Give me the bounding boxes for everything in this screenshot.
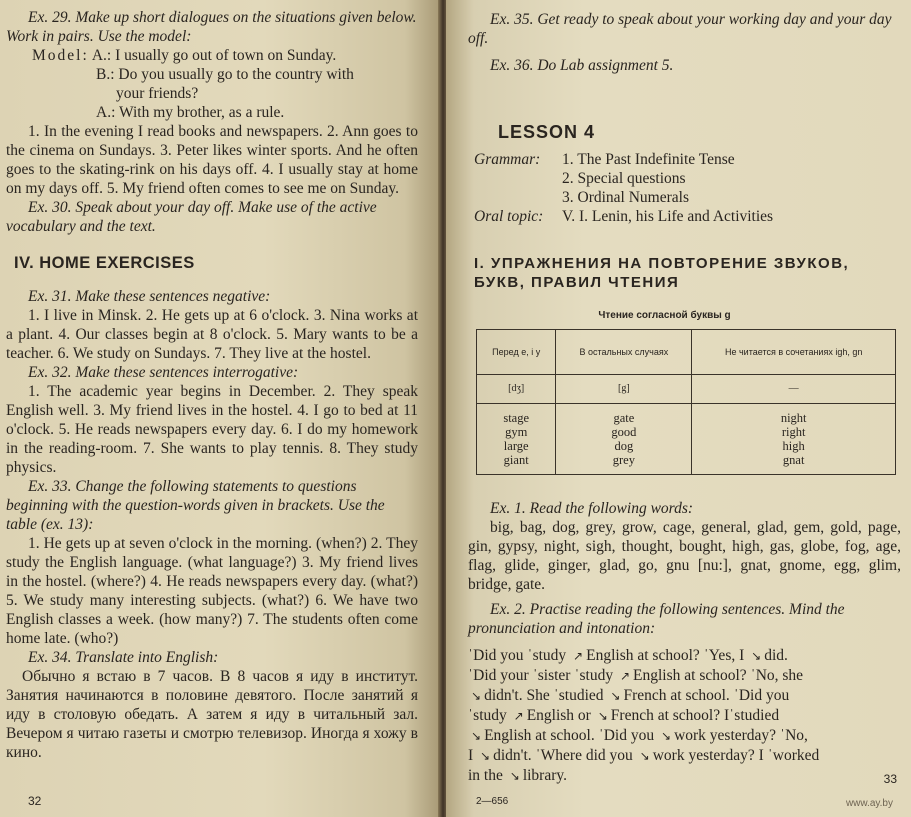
intonation-segment: French at school. ˈDid you — [623, 687, 790, 704]
table-words-cell — [477, 404, 556, 475]
letter-g-reading-table — [476, 329, 896, 475]
russian-section-heading — [474, 254, 901, 292]
intonation-segment: ˈDid your ˈsister ˈstudy — [468, 667, 617, 684]
oral-topic-label: Oral topic: — [474, 208, 544, 225]
ex29-title: Ex. 29. Make up short dialogues on the situations given below. Work in pairs. Use the model: — [6, 9, 417, 45]
ex30-title: Ex. 30. Speak about your day off. Make use of the active vocabulary and the text. — [6, 199, 377, 235]
model-b2: your friends? — [116, 85, 199, 102]
table-words-cell — [556, 404, 692, 475]
ex2-sentences — [468, 646, 901, 786]
table-words-row — [477, 404, 896, 475]
ex1-text: big, bag, dog, grey, grow, cage, general, glad, gem, gold, page, gin, gypsy, night, sigh, thought, bought, high, gas, globe, fog, age, flag, glide, ginger, glad, go, gnu [nu:], gnat, gnome, egg, glim, bridge, gate. — [468, 519, 901, 593]
table-word: night — [780, 411, 807, 425]
table-word: dog — [614, 439, 634, 453]
falling-tone-arrow-icon: ↘ — [661, 729, 672, 743]
intonation-segment: English at school? ˈNo, she — [633, 667, 804, 684]
table-header-row — [477, 330, 896, 375]
oral-topic-row — [468, 207, 901, 226]
grammar-item: 3. Ordinal Numerals — [562, 189, 689, 206]
table-word: gate — [613, 411, 635, 425]
intonation-segment: in the — [468, 767, 507, 784]
falling-tone-arrow-icon: ↘ — [471, 729, 482, 743]
ex33-title: Ex. 33. Change the following statements to questions beginning with the question-words given in brackets. Use the table (ex. 13): — [6, 478, 385, 533]
intonation-line — [468, 666, 901, 686]
table-word: stage — [503, 411, 530, 425]
signature-mark: 2—656 — [476, 796, 509, 807]
model-line-1 — [32, 46, 418, 65]
table-symbol-cell: — — [692, 375, 896, 404]
table-word: gnat — [782, 453, 805, 467]
table-caption: Чтение согласной буквы g — [598, 310, 731, 321]
model-label: Model: — [32, 47, 89, 64]
table-symbol-cell: [dʒ] — [477, 375, 556, 404]
intonation-line — [468, 686, 901, 706]
grammar-items — [562, 150, 901, 207]
intonation-segment: work yesterday? I ˈworked — [652, 747, 820, 764]
ex2-title: Ex. 2. Practise reading the following sentences. Mind the pronunciation and intonation: — [468, 601, 845, 637]
lesson-heading: LESSON 4 — [498, 122, 596, 142]
falling-tone-arrow-icon: ↘ — [610, 689, 621, 703]
intonation-segment: library. — [522, 767, 567, 784]
intonation-segment: didn't. She ˈstudied — [484, 687, 608, 704]
ex31-title: Ex. 31. Make these sentences negative: — [28, 288, 271, 305]
left-page — [0, 0, 440, 817]
ex36-title: Ex. 36. Do Lab assignment 5. — [490, 57, 674, 74]
intonation-segment: English at school. ˈDid you — [484, 727, 658, 744]
intonation-segment: didn't. ˈWhere did you — [493, 747, 637, 764]
watermark: www.ay.by — [845, 798, 893, 809]
intonation-line — [468, 726, 901, 746]
model-a2: A.: With my brother, as a rule. — [96, 104, 285, 121]
home-exercises-heading: IV. HOME EXERCISES — [14, 254, 195, 272]
ex1-title: Ex. 1. Read the following words: — [490, 500, 694, 517]
intonation-line — [468, 746, 901, 766]
ex31-text: 1. I live in Minsk. 2. He gets up at 6 o'clock. 3. Nina works at a plant. 4. Our classes begin at 8 o'clock. 5. Mary wants to be a teacher. 6. We study on Sundays. 7. They live at the hostel. — [6, 307, 418, 362]
ex33-text: 1. He gets up at seven o'clock in the morning. (when?) 2. They study the English language. (what language?) 3. My friend lives in the hostel. (where?) 4. He reads newspapers every day. (what?) 5. We study many interesting subjects. (what?) 6. We have two English classes a week. (how many?) 7. The students often come home late. (who?) — [6, 535, 418, 647]
intonation-segment: English or — [526, 707, 595, 724]
right-page — [446, 0, 911, 817]
grammar-row — [468, 150, 901, 207]
falling-tone-arrow-icon: ↘ — [471, 689, 482, 703]
oral-topic: V. I. Lenin, his Life and Activities — [562, 208, 774, 225]
grammar-label: Grammar: — [474, 151, 541, 168]
russian-heading-line-2: БУКВ, ПРАВИЛ ЧТЕНИЯ — [474, 274, 680, 291]
table-header-cell: Перед e, i y — [477, 330, 556, 375]
ex35-title: Ex. 35. Get ready to speak about your working day and your day off. — [468, 11, 892, 47]
table-symbol-cell: [g] — [556, 375, 692, 404]
table-word: good — [611, 425, 637, 439]
intonation-line — [468, 706, 901, 726]
table-words-cell — [692, 404, 896, 475]
rising-tone-arrow-icon: ↗ — [573, 649, 584, 663]
intonation-line — [468, 766, 901, 786]
table-header-cell: В остальных случаях — [556, 330, 692, 375]
table-symbol-row — [477, 375, 896, 404]
table-word: giant — [503, 453, 529, 467]
model-a1: A.: I usually go out of town on Sunday. — [91, 47, 337, 64]
ex34-title: Ex. 34. Translate into English: — [28, 649, 219, 666]
page-number-right: 33 — [883, 772, 897, 786]
table-word: high — [782, 439, 805, 453]
grammar-item: 2. Special questions — [562, 170, 686, 187]
ex32-title: Ex. 32. Make these sentences interrogative: — [28, 364, 299, 381]
falling-tone-arrow-icon: ↘ — [480, 749, 491, 763]
intonation-segment: I — [468, 747, 478, 764]
intonation-segment: did. — [764, 647, 788, 664]
ex29-situations: 1. In the evening I read books and newspapers. 2. Ann goes to the cinema on Sundays. 3. Peter likes winter sports. And he often goes to the skating-rink on his days off. 4. I usually stay at home on my days off. 5. My friend often comes to see me on Sunday. — [6, 123, 418, 197]
table-header-cell: Не читается в сочетаниях igh, gn — [692, 330, 896, 375]
falling-tone-arrow-icon: ↘ — [751, 649, 762, 663]
intonation-segment: ˈDid you ˈstudy — [468, 647, 571, 664]
intonation-segment: English at school? ˈYes, I — [586, 647, 749, 664]
table-word: gym — [505, 425, 528, 439]
table-word: right — [781, 425, 806, 439]
ex32-text: 1. The academic year begins in December. 2. They speak English well. 3. My friend lives in the hostel. 4. I go to bed at 11 o'clock. 5. He reads newspapers every day. 6. I do my homework in the reading-room. 7. She wants to play tennis. 8. They study physics. — [6, 383, 418, 476]
russian-heading-line-1: I. УПРАЖНЕНИЯ НА ПОВТОРЕНИЕ ЗВУКОВ, — [474, 255, 850, 272]
intonation-segment: ˈstudy — [468, 707, 511, 724]
grammar-item: 1. The Past Indefinite Tense — [562, 151, 735, 168]
page-number-left: 32 — [28, 794, 42, 808]
model-b1: B.: Do you usually go to the country with — [96, 66, 354, 83]
rising-tone-arrow-icon: ↗ — [619, 669, 631, 683]
rising-tone-arrow-icon: ↗ — [513, 709, 524, 723]
falling-tone-arrow-icon: ↘ — [639, 749, 650, 763]
ex34-text: Обычно я встаю в 7 часов. В 8 часов я иду в институт. Занятия начинаются в половине девятого. После занятий я иду в столовую обедать. А затем я иду в читальный зал. Вечером я читаю газеты и смотрю телевизор. Иногда я хожу в кино. — [6, 668, 418, 761]
falling-tone-arrow-icon: ↘ — [509, 769, 520, 783]
intonation-segment: French at school? Iˈstudied — [610, 707, 780, 724]
table-word: grey — [612, 453, 635, 467]
intonation-line — [468, 646, 901, 666]
falling-tone-arrow-icon: ↘ — [597, 709, 608, 723]
table-word: large — [503, 439, 529, 453]
intonation-segment: work yesterday? ˈNo, — [674, 727, 808, 744]
